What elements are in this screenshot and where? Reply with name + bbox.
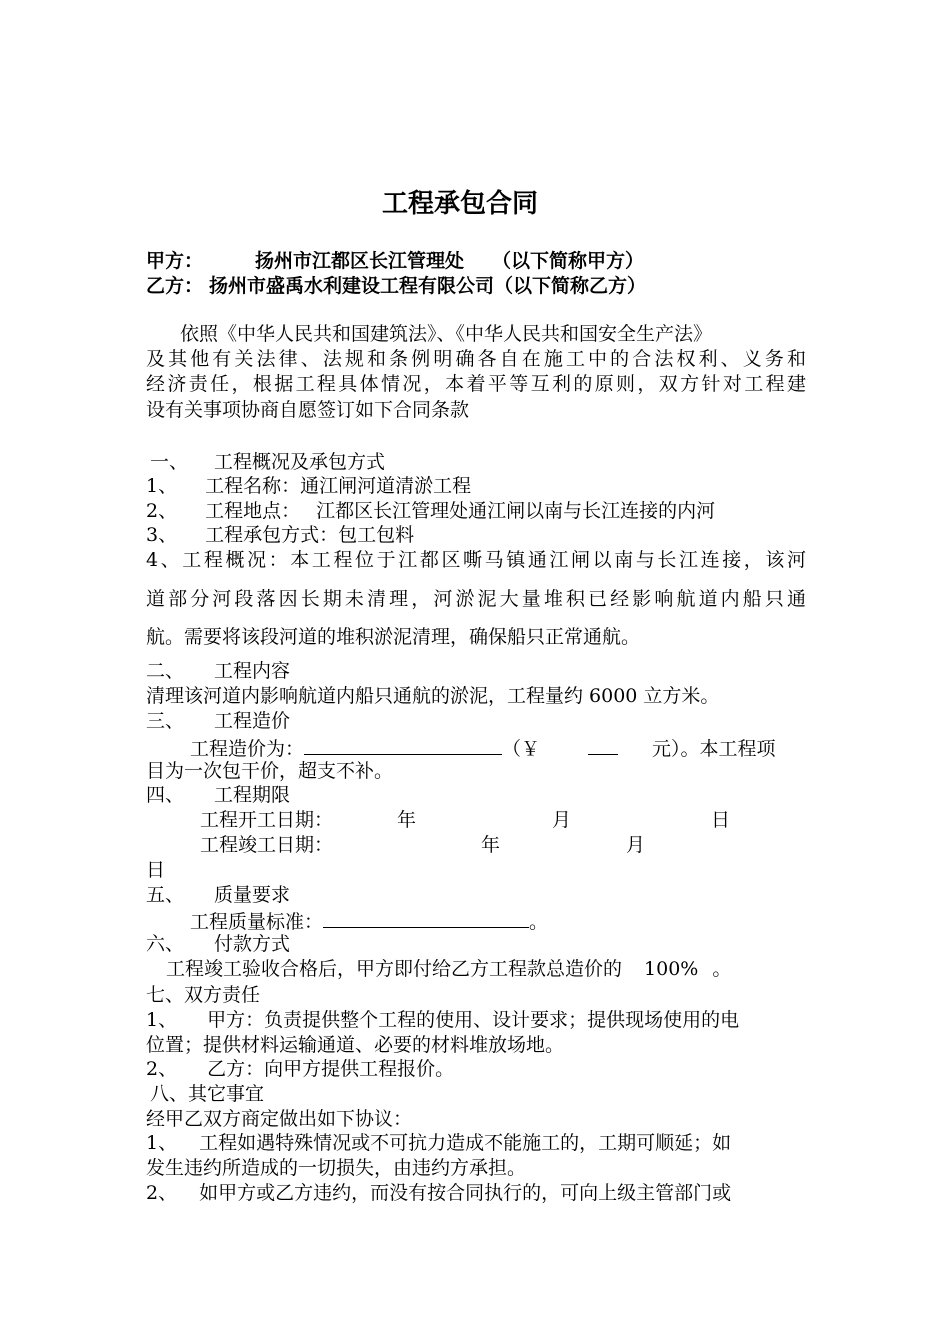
price-yen-blank (588, 734, 618, 755)
section-6-heading: 六、 付款方式 (146, 933, 291, 955)
section-7-heading: 七、双方责任 (146, 984, 261, 1006)
section-7-item-1: 1、 甲方：负责提供整个工程的使用、设计要求；提供现场使用的电 (146, 1009, 740, 1031)
intro-line-1: 依照《中华人民共和国建筑法》、《中华人民共和国安全生产法》 (180, 323, 713, 345)
party-a-line (146, 249, 806, 273)
section-1-item-2: 2、 工程地点： 江都区长江管理处通江闸以南与长江连接的内河 (146, 500, 716, 522)
intro-line-2: 及其他有关法律、法规和条例明确各自在施工中的合法权利、义务和 (146, 348, 806, 370)
section-7-item-2: 2、 乙方：向甲方提供工程报价。 (146, 1058, 455, 1080)
section-1-item-4-line-3: 航。需要将该段河道的堆积淤泥清理，确保船只正常通航。 (146, 626, 641, 648)
section-1-heading: 一、 工程概况及承包方式 (150, 451, 386, 473)
price-line-2: 目为一次包干价，超支不补。 (146, 760, 394, 782)
section-1-item-1: 1、 工程名称：通江闸河道清淤工程 (146, 475, 472, 497)
section-1-item-4-line-2: 道部分河段落因长期未清理，河淤泥大量堆积已经影响航道内船只通 (146, 588, 806, 610)
section-2-text: 清理该河道内影响航道内船只通航的淤泥，工程量约 6000 立方米。 (146, 685, 720, 707)
quality-line: 工程质量标准： 。 (190, 907, 850, 934)
intro-line-4: 设有关事项协商自愿签订如下合同条款 (146, 399, 470, 421)
section-1-item-3: 3、 工程承包方式：包工包料 (146, 524, 415, 546)
section-8-item-2: 2、 如甲方或乙方违约，而没有按合同执行的，可向上级主管部门或 (146, 1182, 732, 1204)
payment-percent: 100% (644, 958, 699, 980)
price-line: 工程造价为： （￥ 元）。本工程项 (190, 734, 850, 761)
quality-blank (323, 907, 529, 928)
end-date-line: 工程竣工日期： 年 月 (200, 834, 646, 856)
section-5-heading: 五、 质量要求 (146, 884, 291, 906)
section-8-item-1: 1、 工程如遇特殊情况或不可抗力造成不能施工的，工期可顺延；如 (146, 1132, 732, 1154)
end-date-day: 日 (146, 859, 166, 881)
section-2-heading: 二、 工程内容 (146, 660, 291, 682)
start-date-line: 工程开工日期： 年 月 日 (200, 809, 731, 831)
section-3-heading: 三、 工程造价 (146, 710, 291, 732)
section-1-item-4-line-1: 4、工程概况：本工程位于江都区嘶马镇通江闸以南与长江连接，该河 (146, 549, 806, 571)
party-a-name: 扬州市江都区长江管理处 (255, 250, 465, 272)
section-4-heading: 四、 工程期限 (146, 784, 291, 806)
party-b-line (146, 274, 806, 298)
party-a-label: 甲方： (146, 250, 204, 272)
section-7-item-1-line-2: 位置；提供材料运输通道、必要的材料堆放场地。 (146, 1034, 565, 1056)
intro-line-3: 经济责任，根据工程具体情况，本着平等互利的原则，双方针对工程建 (146, 373, 806, 395)
section-8-item-1-line-2: 发生违约所造成的一切损失，由违约方承担。 (146, 1157, 527, 1179)
party-a-note: （以下简称甲方） (492, 250, 645, 272)
price-blank (304, 734, 502, 755)
section-8-intro: 经甲乙双方商定做出如下协议： (146, 1108, 413, 1130)
party-b-name: 扬州市盛禹水利建设工程有限公司（以下简称乙方） (209, 275, 647, 297)
payment-line: 工程竣工验收合格后，甲方即付给乙方工程款总造价的 100% 。 (166, 958, 732, 980)
section-8-heading: 八、其它事宜 (150, 1083, 265, 1105)
page-title: 工程承包合同 (381, 189, 538, 219)
party-b-label: 乙方： (146, 275, 204, 297)
